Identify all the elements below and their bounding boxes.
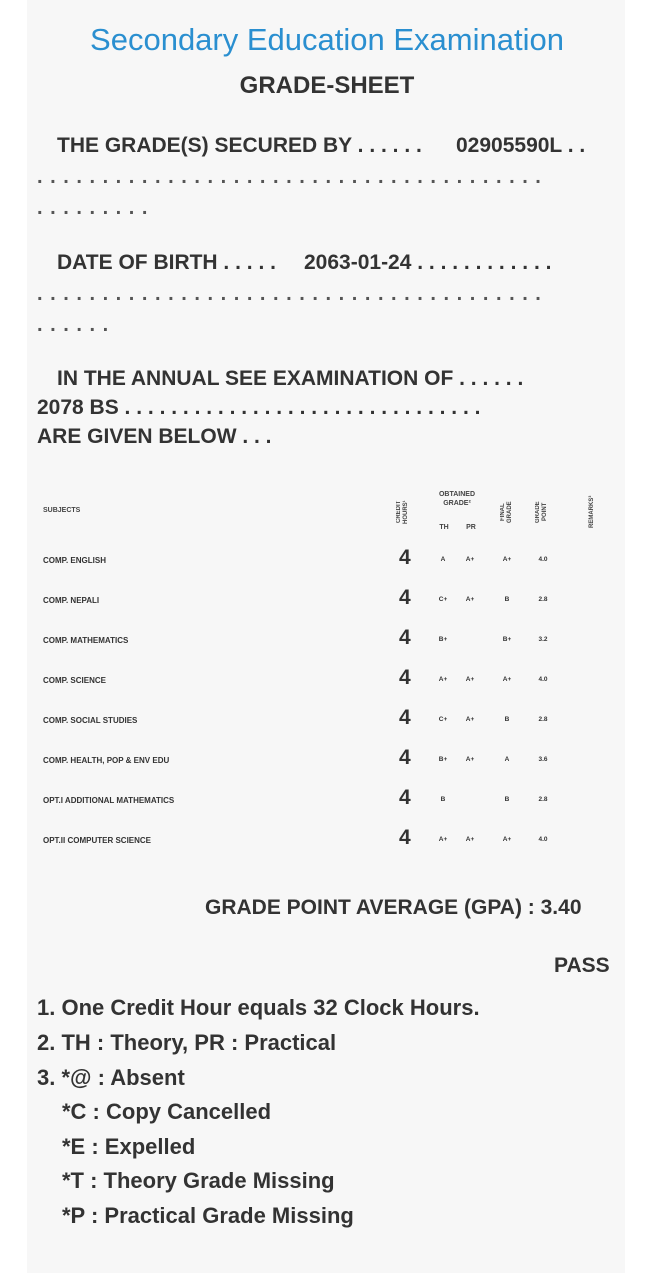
grade-th: A+ (438, 676, 448, 683)
header-th: TH (439, 524, 449, 531)
subject-name: COMP. HEALTH, POP & ENV EDU (43, 756, 170, 765)
subject-name: COMP. SCIENCE (43, 676, 106, 685)
grade-th: C+ (438, 596, 448, 603)
header-grade-point: GRADE POINT (535, 501, 548, 523)
subject-name: OPT.II COMPUTER SCIENCE (43, 836, 152, 845)
credit-hours: 4 (399, 826, 411, 849)
dotted-line: . . . . . . (37, 314, 110, 336)
final-grade: B (504, 716, 510, 723)
dotted-line: . . . . . . . . . . . . . . . . . . . . . . . . . . . . . . . . . . . . . . . (37, 166, 542, 188)
note-item: 3. *@ : Absent (37, 1065, 185, 1090)
credit-hours: 4 (399, 786, 411, 809)
grade-th: B+ (438, 636, 448, 643)
credit-hours: 4 (399, 546, 411, 569)
subject-name: OPT.I ADDITIONAL MATHEMATICS (43, 796, 175, 805)
grade-pr: A+ (465, 756, 475, 763)
grade-point: 4.0 (538, 836, 548, 843)
note-item: 1. One Credit Hour equals 32 Clock Hours. (37, 995, 480, 1020)
note-item: *C : Copy Cancelled (62, 1099, 272, 1124)
grade-pr: A+ (465, 596, 475, 603)
grade-pr: A+ (465, 676, 475, 683)
page-subtitle: GRADE-SHEET (239, 72, 415, 99)
credit-hours: 4 (399, 746, 411, 769)
header-subjects: SUBJECTS (43, 507, 81, 514)
dotted-line: . . . . . . . . . . . . . . . . . . . . . . . . . . . . . . . . . . . . . . . (37, 283, 542, 305)
grade-point: 2.8 (538, 716, 548, 723)
result-status: PASS (554, 954, 610, 977)
header-obtained-grade: OBTAINED GRADE² (438, 491, 476, 507)
exam-line-2: 2078 BS . . . . . . . . . . . . . . . . . . . . . . . . . . . . . . . (37, 396, 481, 419)
page-title: Secondary Education Examination (90, 22, 564, 57)
grade-pr: A+ (465, 716, 475, 723)
subject-name: COMP. ENGLISH (43, 556, 106, 565)
grade-point: 4.0 (538, 556, 548, 563)
credit-hours: 4 (399, 666, 411, 689)
credit-hours: 4 (399, 626, 411, 649)
grade-th: C+ (438, 716, 448, 723)
grade-point: 4.0 (538, 676, 548, 683)
dob-label: DATE OF BIRTH . . . . . (57, 251, 276, 274)
subject-name: COMP. SOCIAL STUDIES (43, 716, 138, 725)
credit-hours: 4 (399, 586, 411, 609)
secured-by-label: THE GRADE(S) SECURED BY . . . . . . (57, 134, 422, 157)
dob-value: 2063-01-24 . . . . . . . . . . . . (304, 251, 552, 274)
grade-point: 3.6 (538, 756, 548, 763)
note-item: *P : Practical Grade Missing (62, 1203, 354, 1228)
credit-hours: 4 (399, 706, 411, 729)
exam-line-1: IN THE ANNUAL SEE EXAMINATION OF . . . . . . (57, 367, 524, 390)
header-final-grade: FINAL GRADE (500, 501, 513, 523)
grade-point: 2.8 (538, 796, 548, 803)
grade-th: B+ (438, 756, 448, 763)
final-grade: B (504, 596, 510, 603)
grade-th: A (440, 556, 446, 563)
final-grade: A+ (502, 836, 512, 843)
grade-th: A+ (438, 836, 448, 843)
final-grade: A+ (502, 556, 512, 563)
grade-th: B (440, 796, 446, 803)
grade-point: 3.2 (538, 636, 548, 643)
grade-point: 2.8 (538, 596, 548, 603)
header-credit-hours: CREDIT HOURS¹ (396, 500, 409, 524)
gpa-value: GRADE POINT AVERAGE (GPA) : 3.40 (205, 896, 582, 919)
note-item: *T : Theory Grade Missing (62, 1168, 335, 1193)
grade-pr: A+ (465, 556, 475, 563)
exam-line-3: ARE GIVEN BELOW . . . (37, 425, 272, 448)
header-remarks: REMARKS³ (589, 495, 595, 529)
final-grade: B+ (502, 636, 512, 643)
subject-name: COMP. NEPALI (43, 596, 100, 605)
final-grade: B (504, 796, 510, 803)
final-grade: A (504, 756, 510, 763)
note-item: *E : Expelled (62, 1134, 196, 1159)
dotted-line: . . . . . . . . . (37, 197, 149, 219)
grade-pr: A+ (465, 836, 475, 843)
symbol-number: 02905590L . . (456, 134, 586, 157)
header-pr: PR (466, 524, 476, 531)
final-grade: A+ (502, 676, 512, 683)
note-item: 2. TH : Theory, PR : Practical (37, 1030, 337, 1055)
subject-name: COMP. MATHEMATICS (43, 636, 129, 645)
